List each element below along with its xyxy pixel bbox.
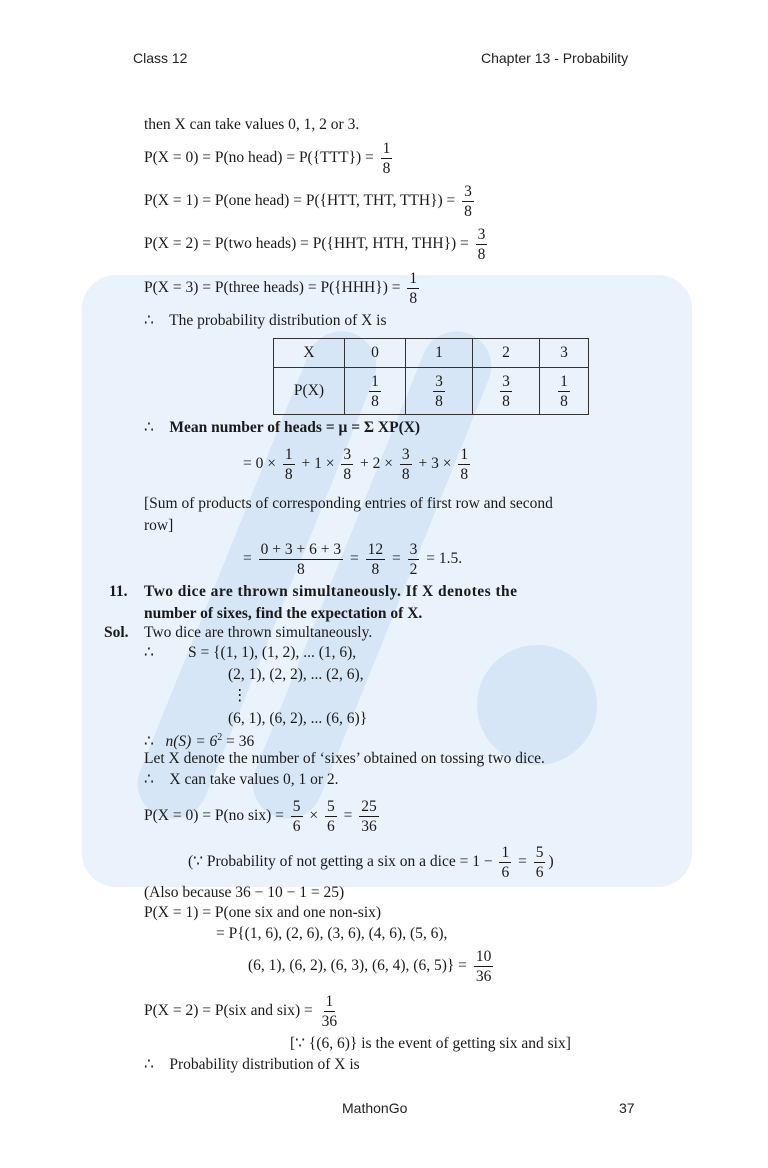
fraction: $\frac{3}{8}$ bbox=[477, 226, 486, 263]
dist-text: The probability distribution of X is bbox=[169, 312, 387, 329]
fraction: $\frac{3}{8}$ bbox=[464, 183, 472, 220]
line-sum-note: [Sum of products of corresponding entries of first row and second bbox=[144, 495, 553, 512]
sample-space-line-1: S = {(1, 1), (1, 2), ... (1, 6), bbox=[188, 644, 357, 661]
line-p1 bbox=[144, 183, 477, 220]
line-ns: ∴ $n(S) = 6^2 = 36$ bbox=[144, 732, 255, 751]
line-mean-expansion: = 0 × $\frac{1}{8}$ + 1 × $\frac{3}{8}$ + 2 × $\frac{3}{8}$ + 3 × $\frac{1}{8}$ bbox=[243, 446, 469, 483]
line-dist-heading bbox=[144, 311, 387, 331]
question-line-2: number of sixes, find the expectation of X. bbox=[144, 605, 423, 622]
line-event-note: [∵ {(6, 6)} is the event of getting six and six] bbox=[290, 1035, 571, 1052]
line-p2 bbox=[144, 226, 490, 263]
table-cell: $\frac{3}{8}$ bbox=[473, 368, 540, 415]
sample-space-dots: ⋮ bbox=[232, 687, 248, 704]
line-px2: P(X = 2) = P(six and six) = $\frac{1}{36}$ bbox=[144, 993, 338, 1030]
line-final: ∴ Probability distribution of X is bbox=[144, 1056, 360, 1073]
line-px1-2: = P{(1, 6), (2, 6), (3, 6), (4, 6), (5, 6), bbox=[216, 925, 448, 942]
line-because: (∵ Probability of not getting a six on a dice = 1 − $\frac{1}{6}$ = $\frac{5}{6}$ ) bbox=[188, 844, 554, 881]
line-mean bbox=[144, 418, 420, 438]
p2-lhs: P(X = 2) = P(two heads) = P({HHT, HTH, THH}) = bbox=[144, 235, 469, 253]
table-cell: $\frac{3}{8}$ bbox=[406, 368, 473, 415]
line-px0: P(X = 0) = P(no six) = $\frac{5}{6}$ × $\frac{5}{6}$ = $\frac{25}{36}$ bbox=[144, 798, 377, 835]
line-sum-note-2: row] bbox=[144, 517, 174, 534]
therefore-symbol: ∴ bbox=[144, 419, 154, 436]
table-cell: P(X) bbox=[274, 368, 345, 415]
line-also: (Also because 36 − 10 − 1 = 25) bbox=[144, 884, 345, 901]
line-px1-1: P(X = 1) = P(one six and one non-six) bbox=[144, 904, 382, 921]
line-p0 bbox=[144, 140, 395, 177]
line-x-values: ∴ X can take values 0, 1 or 2. bbox=[144, 771, 339, 788]
table-cell: $\frac{1}{8}$ bbox=[345, 368, 406, 415]
page-number: 37 bbox=[619, 1100, 635, 1116]
line-p3 bbox=[144, 270, 422, 307]
solution-label: Sol. bbox=[104, 624, 129, 641]
fraction: $\frac{1}{8}$ bbox=[382, 140, 391, 177]
mean-text: Mean number of heads = μ = Σ XP(X) bbox=[169, 419, 421, 436]
table-cell: 0 bbox=[345, 339, 406, 368]
question-number: 11. bbox=[109, 583, 128, 600]
footer-brand: MathonGo bbox=[342, 1100, 408, 1116]
fraction: $\frac{1}{8}$ bbox=[409, 270, 418, 307]
therefore-symbol: ∴ bbox=[144, 644, 154, 661]
watermark-dot bbox=[477, 645, 597, 765]
table-cell: $\frac{1}{8}$ bbox=[540, 368, 589, 415]
table-cell: X bbox=[274, 339, 345, 368]
table-row bbox=[274, 368, 589, 415]
line-values: then X can take values 0, 1, 2 or 3. bbox=[144, 116, 360, 133]
p3-lhs: P(X = 3) = P(three heads) = P({HHH}) = bbox=[144, 279, 401, 297]
table-cell: 3 bbox=[540, 339, 589, 368]
therefore-symbol: ∴ bbox=[144, 312, 154, 329]
header-left: Class 12 bbox=[133, 50, 188, 66]
question-line-1: Two dice are thrown simultaneously. If X denotes the bbox=[144, 583, 518, 600]
solution-line-1: Two dice are thrown simultaneously. bbox=[144, 624, 373, 641]
p0-lhs: P(X = 0) = P(no head) = P({TTT}) = bbox=[144, 149, 374, 167]
header-right: Chapter 13 - Probability bbox=[481, 50, 629, 66]
table-cell: 1 bbox=[406, 339, 473, 368]
probability-table bbox=[273, 338, 589, 415]
table-cell: 2 bbox=[473, 339, 540, 368]
p1-lhs: P(X = 1) = P(one head) = P({HTT, THT, TTH}) = bbox=[144, 192, 456, 210]
sample-space-line-2: (2, 1), (2, 2), ... (2, 6), bbox=[228, 666, 364, 683]
line-let-x: Let X denote the number of ‘sixes’ obtained on tossing two dice. bbox=[144, 750, 545, 767]
sample-space-line-3: (6, 1), (6, 2), ... (6, 6)} bbox=[228, 710, 368, 727]
line-mean-result: = $\frac{0 + 3 + 6 + 3}{8}$ = $\frac{12}{8}$ = $\frac{3}{2}$ = 1.5. bbox=[243, 541, 463, 578]
line-px1-3: (6, 1), (6, 2), (6, 3), (6, 4), (6, 5)} = $\frac{10}{36}$ bbox=[248, 948, 492, 985]
table-row bbox=[274, 339, 589, 368]
